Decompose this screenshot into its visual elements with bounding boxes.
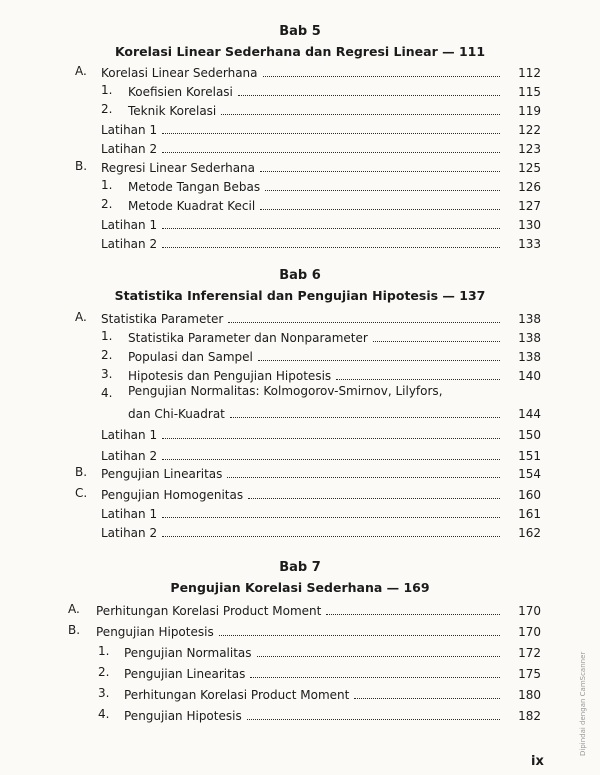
entry-marker: B.: [68, 623, 81, 637]
entry-label: Pengujian Homogenitas: [101, 488, 244, 502]
dot-leader: [238, 95, 500, 96]
entry-label: Latihan 2: [101, 449, 158, 463]
entry-label: Perhitungan Korelasi Product Moment: [96, 604, 322, 618]
entry-marker: B.: [75, 465, 88, 479]
entry-label: Pengujian Normalitas: [124, 646, 252, 660]
toc-entry[interactable]: [101, 60, 541, 80]
entry-page: 138: [518, 331, 541, 345]
entry-number: 4.: [98, 707, 110, 721]
toc-entry[interactable]: [128, 79, 541, 99]
entry-page: 126: [518, 180, 541, 194]
chapter-5-title: Korelasi Linear Sederhana dan Regresi Linear — 111: [114, 44, 486, 59]
chapter-7-title: Pengujian Korelasi Sederhana — 169: [170, 580, 430, 595]
dot-leader: [326, 614, 500, 615]
entry-label: Korelasi Linear Sederhana: [101, 66, 258, 80]
entry-number: 3.: [101, 367, 113, 381]
dot-leader: [248, 498, 500, 499]
entry-number: 1.: [101, 178, 113, 192]
entry-number: 2.: [101, 197, 113, 211]
entry-label: Regresi Linear Sederhana: [101, 161, 256, 175]
entry-page: 112: [518, 66, 541, 80]
dot-leader: [336, 379, 500, 380]
entry-label: Latihan 2: [101, 526, 158, 540]
toc-entry[interactable]: [101, 155, 541, 175]
chapter-7-bab: Bab 7: [279, 560, 321, 575]
dot-leader: [258, 360, 500, 361]
toc-entry[interactable]: [101, 231, 541, 251]
entry-label: Pengujian Hipotesis: [124, 709, 242, 723]
entry-page: 127: [518, 199, 541, 213]
toc-entry[interactable]: [96, 619, 541, 639]
entry-page: 138: [518, 350, 541, 364]
chapter-5-bab: Bab 5: [279, 24, 321, 39]
chapter-6-bab: Bab 6: [279, 268, 321, 283]
entry-label-line-2: dan Chi-Kuadrat: [128, 407, 225, 421]
entry-page: 123: [518, 142, 541, 156]
dot-leader: [162, 247, 500, 248]
entry-label: Perhitungan Korelasi Product Moment: [124, 688, 350, 702]
entry-page: 144: [518, 407, 541, 421]
toc-entry[interactable]: [101, 461, 541, 481]
entry-number: 2.: [101, 348, 113, 362]
entry-label: Metode Kuadrat Kecil: [128, 199, 256, 213]
dot-leader: [260, 209, 500, 210]
entry-label: Latihan 2: [101, 237, 158, 251]
dot-leader: [219, 635, 500, 636]
entry-label: Pengujian Linearitas: [124, 667, 246, 681]
toc-entry[interactable]: [124, 661, 541, 681]
toc-entry[interactable]: [128, 193, 541, 213]
entry-page: 154: [518, 467, 541, 481]
entry-number: 1.: [101, 329, 113, 343]
entry-page: 130: [518, 218, 541, 232]
entry-page: 133: [518, 237, 541, 251]
toc-entry[interactable]: [128, 401, 541, 421]
dot-leader: [162, 152, 500, 153]
toc-entry[interactable]: [128, 344, 541, 364]
toc-entry[interactable]: [124, 640, 541, 660]
dot-leader: [230, 417, 500, 418]
entry-label: Teknik Korelasi: [128, 104, 217, 118]
entry-page: 115: [518, 85, 541, 99]
dot-leader: [260, 171, 500, 172]
dot-leader: [257, 656, 500, 657]
entry-marker: A.: [68, 602, 80, 616]
dot-leader: [263, 76, 500, 77]
entry-number: 2.: [101, 102, 113, 116]
entry-page: 172: [518, 646, 541, 660]
dot-leader: [247, 719, 500, 720]
dot-leader: [162, 459, 500, 460]
entry-number: 3.: [98, 686, 110, 700]
toc-entry[interactable]: [124, 703, 541, 723]
entry-label: Statistika Parameter dan Nonparameter: [128, 331, 368, 345]
entry-page: 140: [518, 369, 541, 383]
scanner-watermark-text: Dipindai dengan CamScanner: [579, 651, 587, 756]
dot-leader: [265, 190, 500, 191]
entry-page: 160: [518, 488, 541, 502]
toc-entry[interactable]: [101, 117, 541, 137]
entry-page: 162: [518, 526, 541, 540]
toc-entry[interactable]: [124, 682, 541, 702]
entry-marker: A.: [75, 64, 87, 78]
entry-label: Latihan 1: [101, 428, 158, 442]
toc-entry[interactable]: [128, 174, 541, 194]
dot-leader: [162, 536, 500, 537]
dot-leader: [354, 698, 500, 699]
dot-leader: [227, 477, 500, 478]
dot-leader: [162, 438, 500, 439]
toc-entry[interactable]: [96, 598, 541, 618]
entry-number: 4.: [101, 386, 113, 400]
entry-page: 161: [518, 507, 541, 521]
entry-page: 138: [518, 312, 541, 326]
toc-entry[interactable]: [128, 363, 541, 383]
dot-leader: [250, 677, 500, 678]
page-number: ix: [531, 754, 544, 769]
entry-page: 122: [518, 123, 541, 137]
entry-label-line-1: Pengujian Normalitas: Kolmogorov-Smirnov, Lilyfors,: [128, 384, 443, 398]
entry-label: Pengujian Hipotesis: [96, 625, 214, 639]
scanner-watermark: [573, 640, 599, 760]
entry-label: Hipotesis dan Pengujian Hipotesis: [128, 369, 332, 383]
entry-label: Latihan 1: [101, 507, 158, 521]
entry-page: 151: [518, 449, 541, 463]
toc-entry[interactable]: [101, 520, 541, 540]
toc-entry[interactable]: [101, 306, 541, 326]
entry-marker: A.: [75, 310, 87, 324]
toc-entry[interactable]: [101, 443, 541, 463]
dot-leader: [162, 517, 500, 518]
dot-leader: [228, 322, 500, 323]
chapter-6-title: Statistika Inferensial dan Pengujian Hipotesis — 137: [114, 288, 486, 303]
entry-page: 170: [518, 604, 541, 618]
dot-leader: [162, 133, 500, 134]
toc-entry[interactable]: [101, 422, 541, 442]
toc-entry[interactable]: [101, 501, 541, 521]
entry-label: Metode Tangan Bebas: [128, 180, 261, 194]
entry-label: Koefisien Korelasi: [128, 85, 233, 99]
toc-entry[interactable]: [128, 325, 541, 345]
entry-label: Pengujian Linearitas: [101, 467, 223, 481]
entry-page: 119: [518, 104, 541, 118]
entry-page: 175: [518, 667, 541, 681]
entry-label: Populasi dan Sampel: [128, 350, 253, 364]
entry-page: 182: [518, 709, 541, 723]
entry-page: 150: [518, 428, 541, 442]
toc-entry[interactable]: [128, 98, 541, 118]
entry-number: 2.: [98, 665, 110, 679]
entry-number: 1.: [98, 644, 110, 658]
entry-label: Latihan 2: [101, 142, 158, 156]
toc-entry[interactable]: [101, 136, 541, 156]
entry-page: 180: [518, 688, 541, 702]
toc-entry[interactable]: [101, 482, 541, 502]
dot-leader: [221, 114, 500, 115]
entry-page: 170: [518, 625, 541, 639]
dot-leader: [373, 341, 500, 342]
entry-number: 1.: [101, 83, 113, 97]
entry-label: Latihan 1: [101, 123, 158, 137]
toc-entry[interactable]: [101, 212, 541, 232]
entry-label: Statistika Parameter: [101, 312, 224, 326]
dot-leader: [162, 228, 500, 229]
entry-page: 125: [518, 161, 541, 175]
entry-marker: B.: [75, 159, 88, 173]
entry-label: Latihan 1: [101, 218, 158, 232]
entry-marker: C.: [75, 486, 88, 500]
